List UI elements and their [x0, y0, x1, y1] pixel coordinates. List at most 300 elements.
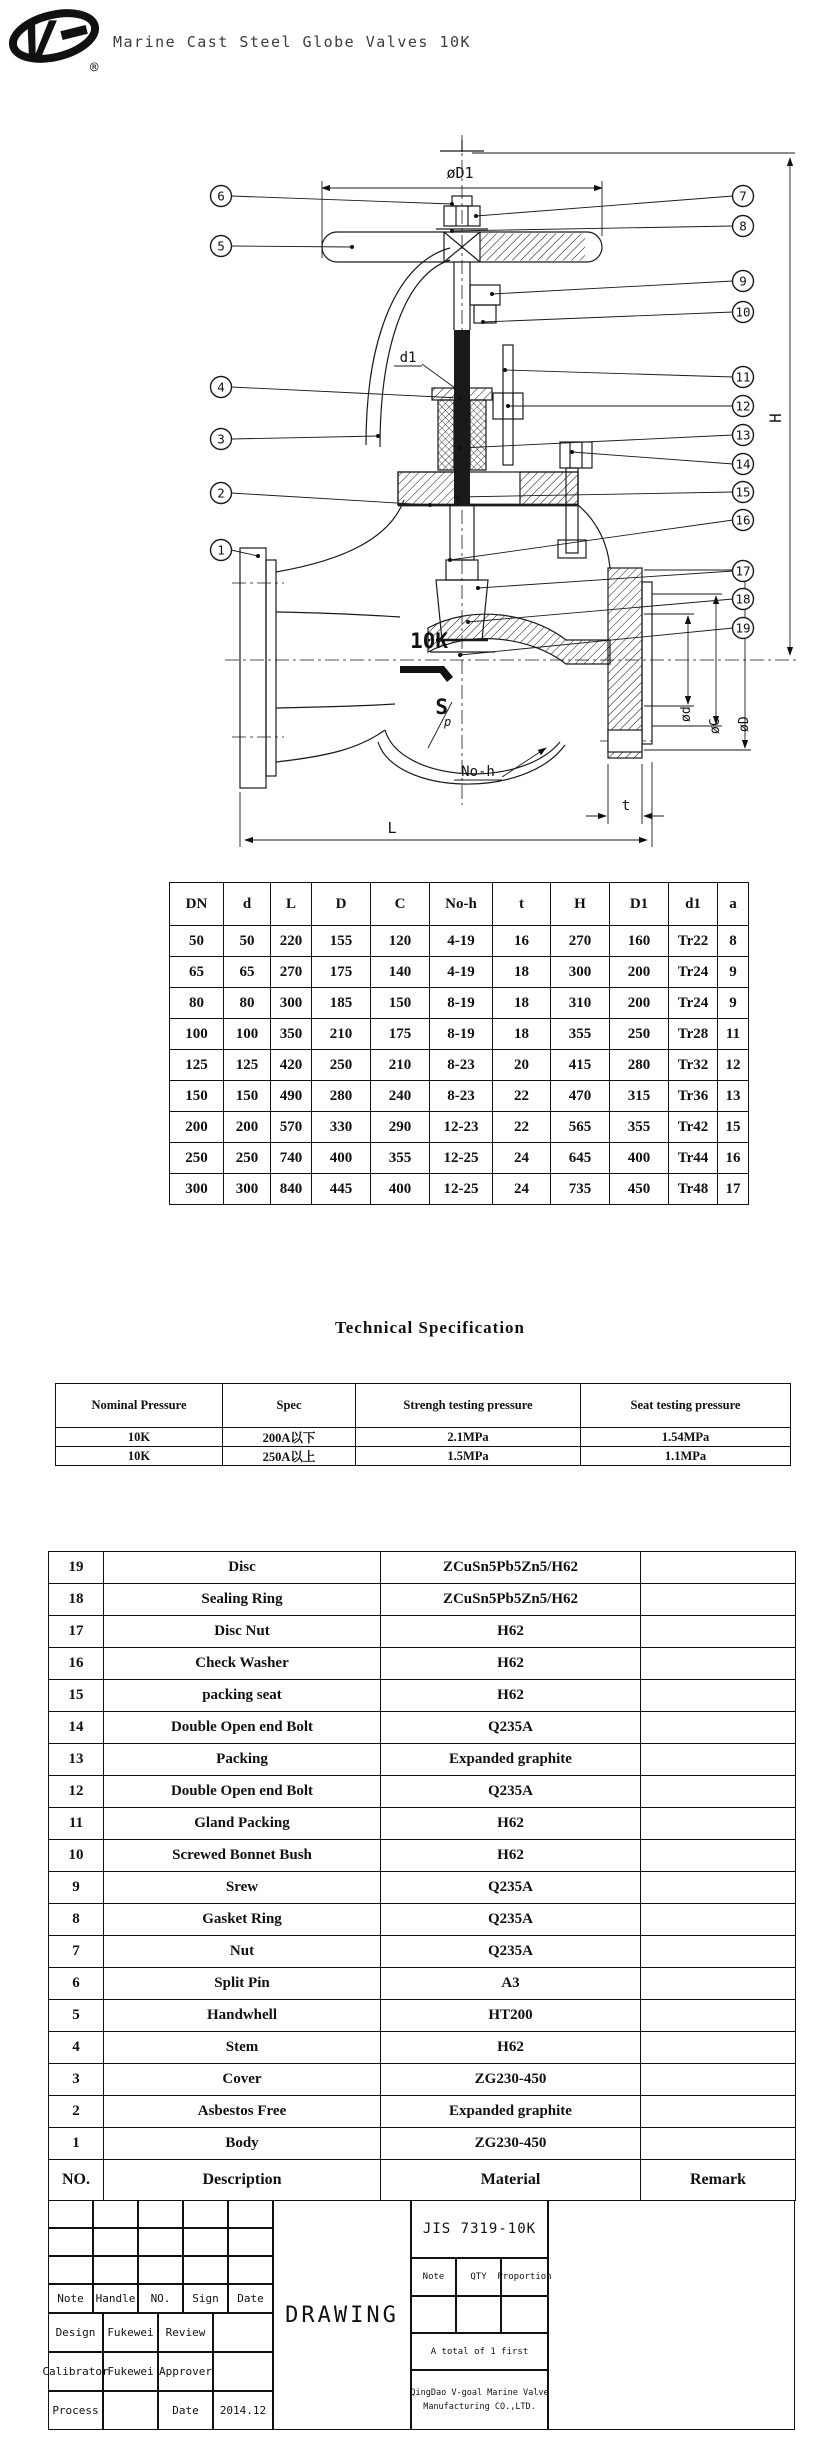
table-cell: Remark — [641, 2160, 796, 2201]
calibrator-label: Calibrator — [48, 2352, 103, 2391]
calibrator-name: Fukewei — [103, 2352, 158, 2391]
leader-line — [492, 281, 733, 294]
table-row — [170, 957, 749, 988]
table-cell: C — [371, 883, 430, 926]
parts-row — [49, 1808, 796, 1840]
table-cell: 12 — [49, 1776, 104, 1808]
callout-number: 18 — [735, 591, 751, 607]
table-cell: 10K — [56, 1428, 223, 1447]
table-cell: Strengh testing pressure — [356, 1384, 581, 1428]
revision-cell — [138, 2228, 183, 2256]
callout-number: 19 — [735, 620, 751, 636]
table-cell: Seat testing pressure — [581, 1384, 791, 1428]
table-cell: 270 — [551, 926, 610, 957]
leader-dot — [458, 446, 462, 450]
table-row — [170, 1174, 749, 1205]
table-cell: 12-25 — [430, 1174, 493, 1205]
table-cell: 17 — [49, 1616, 104, 1648]
table-cell: DN — [170, 883, 224, 926]
drawing-title: DRAWING — [273, 2200, 411, 2430]
table-cell: d1 — [669, 883, 718, 926]
table-cell: 290 — [371, 1112, 430, 1143]
table-cell: 250 — [170, 1143, 224, 1174]
table-cell — [641, 2128, 796, 2160]
parts-row — [49, 1584, 796, 1616]
leader-line — [483, 312, 733, 322]
parts-row — [49, 1744, 796, 1776]
table-cell: H62 — [381, 1680, 641, 1712]
parts-row — [49, 1840, 796, 1872]
table-cell: 18 — [493, 957, 551, 988]
table-cell: Cover — [104, 2064, 381, 2096]
table-row — [170, 988, 749, 1019]
table-cell: 160 — [610, 926, 669, 957]
table-cell: Double Open end Bolt — [104, 1776, 381, 1808]
revision-cell — [93, 2228, 138, 2256]
parts-row — [49, 1776, 796, 1808]
sign-cell — [213, 2313, 273, 2352]
rating-mark: 10K — [410, 629, 448, 653]
callout-number: 10 — [735, 304, 751, 320]
table-cell: Body — [104, 2128, 381, 2160]
leader-dot — [376, 434, 380, 438]
parts-header-row — [49, 2160, 796, 2201]
table-cell: 1.54MPa — [581, 1428, 791, 1447]
dim-label-noh: No-h — [461, 764, 495, 780]
table-cell: NO. — [49, 2160, 104, 2201]
table-cell: 400 — [610, 1143, 669, 1174]
table-cell — [641, 1712, 796, 1744]
table-cell: Tr22 — [669, 926, 718, 957]
company-name: QingDao V-goal Marine Valve Manufacturing CO.,LTD. — [411, 2370, 548, 2430]
table-cell: Q235A — [381, 1904, 641, 1936]
table-cell: 450 — [610, 1174, 669, 1205]
table-cell: 270 — [271, 957, 312, 988]
table-cell: Q235A — [381, 1776, 641, 1808]
table-header-row — [56, 1384, 791, 1428]
table-cell: H — [551, 883, 610, 926]
table-cell — [641, 1584, 796, 1616]
leader-dot — [456, 495, 460, 499]
leader-dot — [503, 368, 507, 372]
table-cell: Tr28 — [669, 1019, 718, 1050]
table-cell: H62 — [381, 2032, 641, 2064]
table-cell: 415 — [551, 1050, 610, 1081]
revision-cell — [228, 2228, 273, 2256]
table-cell: 9 — [49, 1872, 104, 1904]
table-cell: A3 — [381, 1968, 641, 2000]
table-cell: Tr32 — [669, 1050, 718, 1081]
table-cell: 11 — [718, 1019, 749, 1050]
leader-line — [572, 452, 733, 464]
leader-line — [460, 435, 733, 448]
approver-label: Approver — [158, 2352, 213, 2391]
table-cell: 310 — [551, 988, 610, 1019]
table-row — [170, 926, 749, 957]
table-cell: 100 — [170, 1019, 224, 1050]
dim-label-h: H — [766, 413, 785, 423]
table-cell: 280 — [610, 1050, 669, 1081]
leader-dot — [466, 620, 470, 624]
table-cell: Description — [104, 2160, 381, 2201]
page-title: Marine Cast Steel Globe Valves 10K — [113, 33, 472, 51]
table-cell: 13 — [718, 1081, 749, 1112]
registered-mark: ® — [90, 60, 99, 76]
leader-dot — [476, 586, 480, 590]
table-cell: 18 — [493, 988, 551, 1019]
table-cell: 1.5MPa — [356, 1447, 581, 1466]
bonnet — [366, 248, 592, 558]
table-cell: 250 — [610, 1019, 669, 1050]
table-cell — [641, 1808, 796, 1840]
table-cell: 20 — [493, 1050, 551, 1081]
table-cell: 9 — [718, 957, 749, 988]
table-cell: Nominal Pressure — [56, 1384, 223, 1428]
leader-line — [458, 492, 733, 497]
callout-number: 16 — [735, 512, 751, 528]
table-cell: 185 — [312, 988, 371, 1019]
table-row — [170, 1050, 749, 1081]
wall-label-p: p — [444, 715, 452, 729]
table-cell: 315 — [610, 1081, 669, 1112]
table-cell: 16 — [718, 1143, 749, 1174]
table-header-row — [170, 883, 749, 926]
valve-cross-section-drawing — [0, 90, 830, 850]
table-cell: 280 — [312, 1081, 371, 1112]
table-cell: 65 — [224, 957, 271, 988]
design-label: Design — [48, 2313, 103, 2352]
table-cell: Disc — [104, 1552, 381, 1584]
callout-number: 12 — [735, 398, 751, 414]
table-cell: 125 — [170, 1050, 224, 1081]
table-row — [56, 1447, 791, 1466]
column-header-note: Note — [48, 2284, 93, 2313]
table-cell: 100 — [224, 1019, 271, 1050]
table-cell: 4-19 — [430, 926, 493, 957]
table-cell: 355 — [610, 1112, 669, 1143]
table-cell: 210 — [312, 1019, 371, 1050]
table-cell: 5 — [49, 2000, 104, 2032]
table-cell: 175 — [371, 1019, 430, 1050]
table-cell: 8-19 — [430, 1019, 493, 1050]
revision-cell — [138, 2256, 183, 2284]
table-cell: 15 — [718, 1112, 749, 1143]
callout-number: 4 — [217, 379, 225, 395]
leader-dot — [350, 245, 354, 249]
table-cell: 14 — [49, 1712, 104, 1744]
table-cell: Split Pin — [104, 1968, 381, 2000]
parts-row — [49, 1616, 796, 1648]
table-cell: 150 — [371, 988, 430, 1019]
leader-line — [476, 196, 733, 216]
revision-cell — [228, 2256, 273, 2284]
table-cell: 210 — [371, 1050, 430, 1081]
table-cell: 200A以下 — [223, 1428, 356, 1447]
leader-dot — [256, 554, 260, 558]
table-cell: 220 — [271, 926, 312, 957]
table-cell: Spec — [223, 1384, 356, 1428]
parts-row — [49, 2000, 796, 2032]
table-cell — [641, 2064, 796, 2096]
table-cell: 740 — [271, 1143, 312, 1174]
table-cell: 445 — [312, 1174, 371, 1205]
table-cell: 355 — [371, 1143, 430, 1174]
table-cell: 175 — [312, 957, 371, 988]
table-cell: 565 — [551, 1112, 610, 1143]
callout-number: 11 — [735, 369, 751, 385]
column-header-handle: Handle — [93, 2284, 138, 2313]
table-cell: 155 — [312, 926, 371, 957]
table-cell: 150 — [170, 1081, 224, 1112]
table-cell: 1.1MPa — [581, 1447, 791, 1466]
table-cell: 125 — [224, 1050, 271, 1081]
revision-cell — [138, 2200, 183, 2228]
proportion-header: Proportion — [501, 2258, 548, 2296]
callout-number: 8 — [739, 218, 747, 234]
table-cell: 200 — [170, 1112, 224, 1143]
table-cell: 16 — [493, 926, 551, 957]
table-cell: Srew — [104, 1872, 381, 1904]
table-row — [170, 1019, 749, 1050]
table-cell: 570 — [271, 1112, 312, 1143]
table-cell: Q235A — [381, 1936, 641, 1968]
table-cell: 735 — [551, 1174, 610, 1205]
table-cell: 300 — [224, 1174, 271, 1205]
table-cell: Gasket Ring — [104, 1904, 381, 1936]
leader-dot — [448, 558, 452, 562]
table-cell: Tr48 — [669, 1174, 718, 1205]
table-cell: 11 — [49, 1808, 104, 1840]
table-cell: 350 — [271, 1019, 312, 1050]
leader-dot — [506, 404, 510, 408]
table-cell — [641, 1648, 796, 1680]
table-cell: 8-23 — [430, 1050, 493, 1081]
callout-number: 1 — [217, 542, 225, 558]
table-cell: 9 — [718, 988, 749, 1019]
revision-cell — [183, 2228, 228, 2256]
table-cell: 1 — [49, 2128, 104, 2160]
dim-label-d1: d1 — [399, 350, 417, 366]
table-cell: ZCuSn5Pb5Zn5/H62 — [381, 1584, 641, 1616]
table-cell — [641, 1616, 796, 1648]
table-cell — [641, 1744, 796, 1776]
callout-number: 15 — [735, 484, 751, 500]
table-cell: 840 — [271, 1174, 312, 1205]
table-cell: 22 — [493, 1112, 551, 1143]
table-cell: 400 — [371, 1174, 430, 1205]
table-cell: 120 — [371, 926, 430, 957]
empty-cell — [103, 2391, 158, 2430]
table-cell: Stem — [104, 2032, 381, 2064]
dim-label-t: t — [621, 798, 631, 814]
flow-mark-s: S — [435, 695, 448, 719]
dim-label-od1: øD1 — [446, 164, 474, 182]
leader-line — [468, 599, 733, 622]
note-header: Note — [411, 2258, 456, 2296]
parts-row — [49, 1936, 796, 1968]
qty-header: QTY — [456, 2258, 501, 2296]
leader-line — [450, 520, 733, 560]
leader-dot — [458, 396, 462, 400]
revision-cell — [48, 2256, 93, 2284]
table-cell: 6 — [49, 1968, 104, 2000]
leader-line — [231, 550, 258, 556]
table-cell: 12 — [718, 1050, 749, 1081]
callout-number: 2 — [217, 485, 225, 501]
table-cell: Material — [381, 2160, 641, 2201]
spec-table — [55, 1383, 791, 1466]
table-cell: 470 — [551, 1081, 610, 1112]
table-cell: 2.1MPa — [356, 1428, 581, 1447]
callout-number: 6 — [217, 188, 225, 204]
qty-value — [456, 2296, 501, 2333]
dim-label-phic: øC — [708, 718, 723, 734]
revision-cell — [93, 2256, 138, 2284]
table-cell: Tr24 — [669, 988, 718, 1019]
table-cell: 13 — [49, 1744, 104, 1776]
table-cell: Handwhell — [104, 2000, 381, 2032]
table-cell: Q235A — [381, 1872, 641, 1904]
table-cell: 8-19 — [430, 988, 493, 1019]
revision-cell — [93, 2200, 138, 2228]
revision-cell — [183, 2200, 228, 2228]
table-cell: 80 — [224, 988, 271, 1019]
table-cell: Expanded graphite — [381, 2096, 641, 2128]
dim-label-phiD: øD — [737, 716, 752, 732]
table-cell: H62 — [381, 1648, 641, 1680]
review-label: Review — [158, 2313, 213, 2352]
leader-dot — [474, 214, 478, 218]
table-cell: Screwed Bonnet Bush — [104, 1840, 381, 1872]
leader-line — [231, 246, 352, 247]
table-cell — [641, 1872, 796, 1904]
table-cell: 250A以上 — [223, 1447, 356, 1466]
svg-text:V: V — [22, 10, 55, 73]
callout-number: 7 — [739, 188, 747, 204]
table-cell: 2 — [49, 2096, 104, 2128]
table-cell: 24 — [493, 1143, 551, 1174]
table-cell — [641, 1968, 796, 2000]
table-cell — [641, 2000, 796, 2032]
table-cell: 300 — [271, 988, 312, 1019]
table-cell: 22 — [493, 1081, 551, 1112]
table-cell: 12-25 — [430, 1143, 493, 1174]
dimension-table — [169, 882, 749, 1205]
parts-row — [49, 2096, 796, 2128]
table-cell: H62 — [381, 1840, 641, 1872]
table-cell: 10K — [56, 1447, 223, 1466]
column-header-date: Date — [228, 2284, 273, 2313]
table-cell: Tr42 — [669, 1112, 718, 1143]
parts-row — [49, 1968, 796, 2000]
table-cell: 150 — [224, 1081, 271, 1112]
table-cell — [641, 1552, 796, 1584]
leader-dot — [570, 450, 574, 454]
leader-dot — [450, 202, 454, 206]
revision-cell — [228, 2200, 273, 2228]
column-header-sign: Sign — [183, 2284, 228, 2313]
table-cell: 250 — [224, 1143, 271, 1174]
table-cell: 8-23 — [430, 1081, 493, 1112]
standard-number: JIS 7319-10K — [411, 2200, 548, 2258]
parts-row — [49, 2032, 796, 2064]
table-cell: 3 — [49, 2064, 104, 2096]
table-cell — [641, 2032, 796, 2064]
parts-row — [49, 1552, 796, 1584]
table-cell: 355 — [551, 1019, 610, 1050]
table-cell: 50 — [224, 926, 271, 957]
parts-row — [49, 1648, 796, 1680]
table-cell: a — [718, 883, 749, 926]
table-cell: Double Open end Bolt — [104, 1712, 381, 1744]
process-label: Process — [48, 2391, 103, 2430]
table-cell: 18 — [493, 1019, 551, 1050]
callout-number: 14 — [735, 456, 751, 472]
vgoal-logo-icon — [6, 2, 106, 80]
parts-row — [49, 1712, 796, 1744]
table-cell: 10 — [49, 1840, 104, 1872]
leader-line — [231, 196, 452, 204]
parts-row — [49, 1904, 796, 1936]
leader-line — [231, 387, 460, 398]
sheet-total: A total of 1 first — [411, 2333, 548, 2370]
table-cell: 200 — [610, 957, 669, 988]
table-cell: 200 — [224, 1112, 271, 1143]
dim-label-l: L — [387, 819, 397, 837]
table-cell: 4-19 — [430, 957, 493, 988]
table-cell: Q235A — [381, 1712, 641, 1744]
table-cell: 15 — [49, 1680, 104, 1712]
table-cell: HT200 — [381, 2000, 641, 2032]
leader-line — [231, 436, 378, 439]
leader-dot — [481, 320, 485, 324]
parts-list-table — [48, 1551, 796, 2201]
table-cell — [641, 1680, 796, 1712]
table-cell: H62 — [381, 1808, 641, 1840]
table-cell: Asbestos Free — [104, 2096, 381, 2128]
table-cell: 17 — [718, 1174, 749, 1205]
leader-dot — [490, 292, 494, 296]
leader-dot — [458, 653, 462, 657]
table-cell: 7 — [49, 1936, 104, 1968]
table-cell: packing seat — [104, 1680, 381, 1712]
table-cell: 80 — [170, 988, 224, 1019]
table-cell: 200 — [610, 988, 669, 1019]
table-cell: 8 — [718, 926, 749, 957]
table-cell: 19 — [49, 1552, 104, 1584]
parts-row — [49, 1872, 796, 1904]
table-row — [170, 1112, 749, 1143]
table-cell: No-h — [430, 883, 493, 926]
date-label: Date — [158, 2391, 213, 2430]
table-cell: 420 — [271, 1050, 312, 1081]
dim-label-phid: ød — [679, 706, 694, 722]
table-cell: ZCuSn5Pb5Zn5/H62 — [381, 1552, 641, 1584]
table-cell: 16 — [49, 1648, 104, 1680]
table-cell: 24 — [493, 1174, 551, 1205]
table-cell: Disc Nut — [104, 1616, 381, 1648]
proportion-value — [501, 2296, 548, 2333]
table-row — [56, 1428, 791, 1447]
table-cell: Packing — [104, 1744, 381, 1776]
table-cell: d — [224, 883, 271, 926]
revision-cell — [183, 2256, 228, 2284]
sign-cell — [213, 2352, 273, 2391]
table-cell: 12-23 — [430, 1112, 493, 1143]
design-name: Fukewei — [103, 2313, 158, 2352]
table-cell: 300 — [551, 957, 610, 988]
callout-number: 3 — [217, 431, 225, 447]
